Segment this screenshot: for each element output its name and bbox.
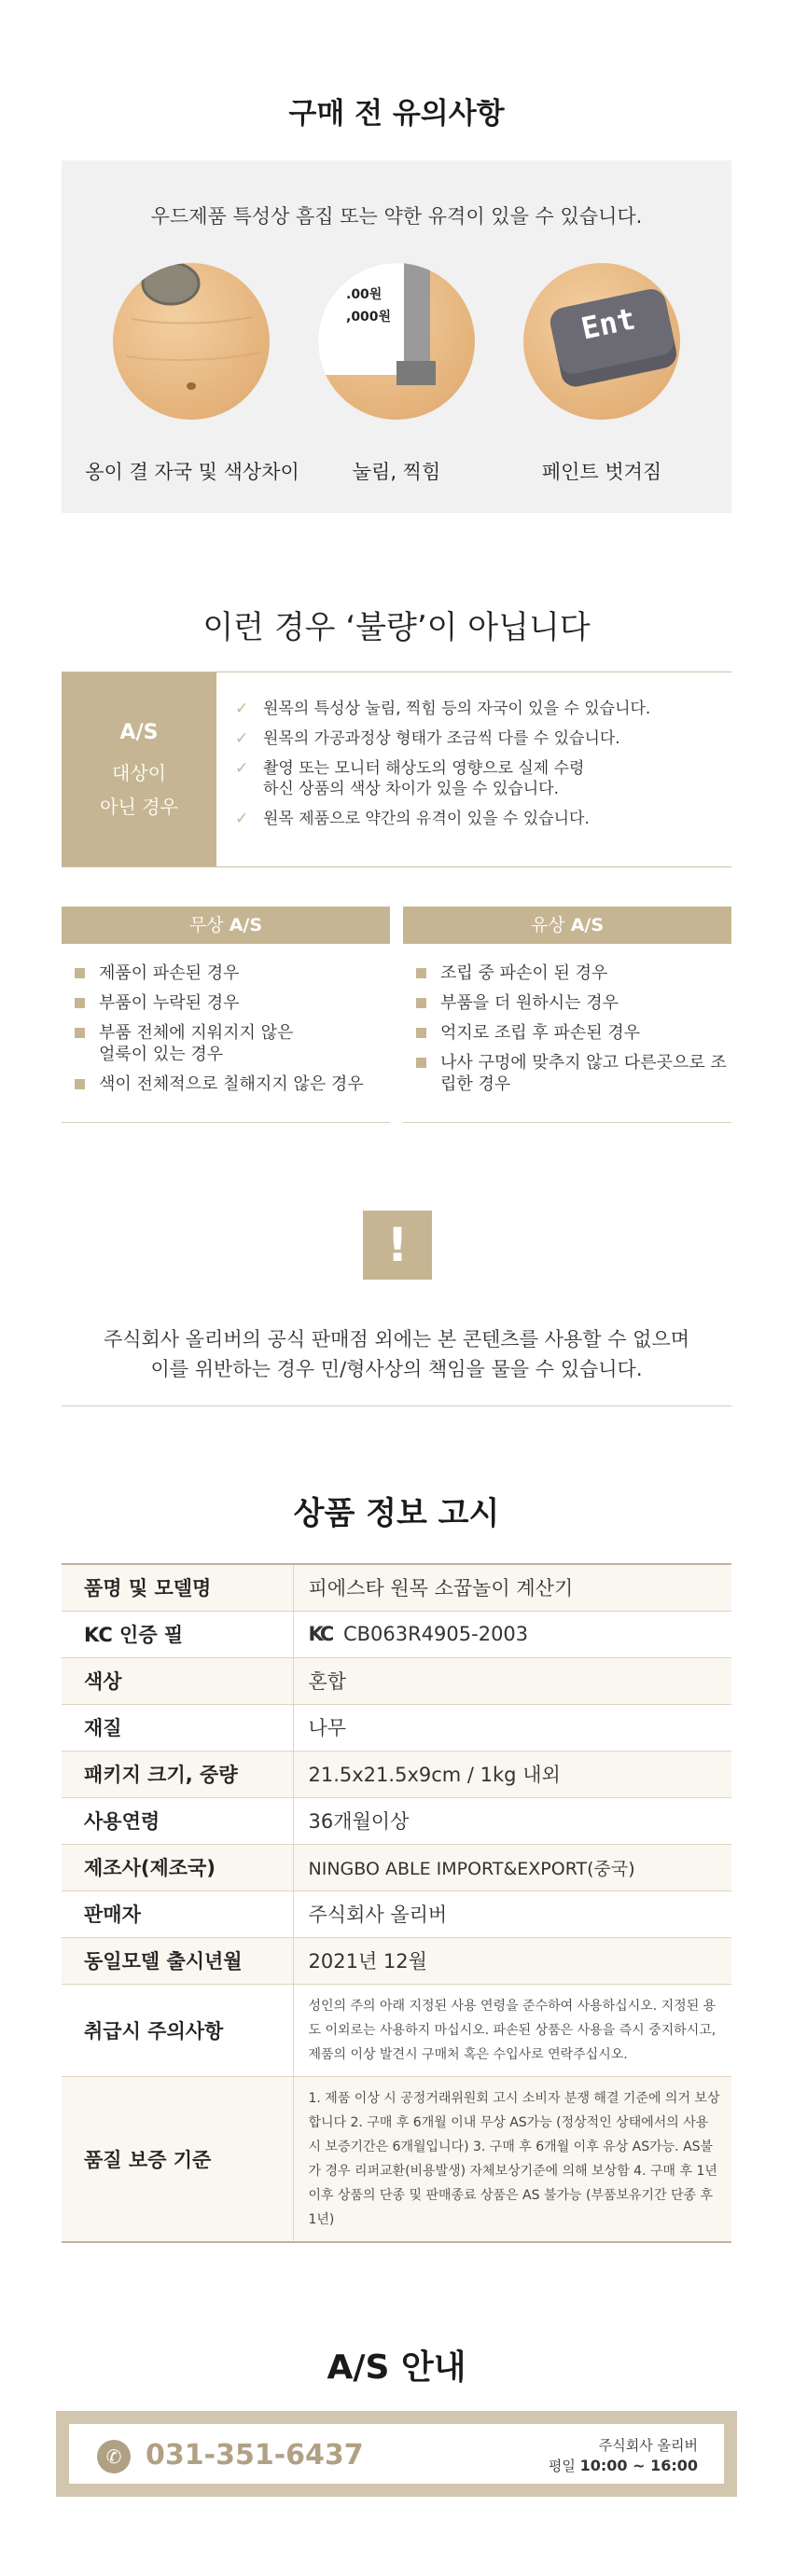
table-row [62,1844,731,1890]
row-value: 2021년 12월 [293,1937,731,1984]
list-item [75,1022,390,1065]
table-row [62,1890,731,1937]
bullet-square-icon [416,998,426,1008]
kc-cert-number: CB063R4905-2003 [342,1623,529,1645]
notice-panel [62,160,731,513]
list-item-text: 부품 전체에 지워지지 않은 얼룩이 있는 경우 [99,1023,294,1064]
as-label-line-2: 대상이 [112,762,166,784]
kc-mark-icon: KC [308,1623,332,1645]
free-as-header [62,907,390,944]
paid-as-column [403,907,731,1123]
as-label-line-3: 아닌 경우 [100,796,178,818]
list-item-text: 조립 중 파손이 된 경우 [440,963,608,983]
list-item [416,1052,731,1095]
list-item-text: 제품이 파손된 경우 [99,963,240,983]
table-row [62,1984,731,2076]
table-row [62,2076,731,2242]
table-row [62,1751,731,1797]
table-row [62,1657,731,1704]
check-icon: ✓ [235,810,249,828]
row-key: 사용연령 [62,1797,293,1844]
row-key: KC 인증 필 [62,1611,293,1657]
row-value: 혼합 [293,1657,731,1704]
company-hours [549,2435,698,2476]
paid-as-head-suffix: A/S [570,915,605,935]
bullet-square-icon [75,1079,85,1089]
list-item-text: 부품을 더 원하시는 경우 [440,993,619,1013]
row-value: NINGBO ABLE IMPORT&EXPORT(중국) [293,1844,731,1890]
keycap-text: Ent [577,300,639,347]
product-info-table [62,1563,731,2243]
free-as-head-prefix: 무상 [188,915,224,935]
phone-icon: ✆ [97,2440,131,2473]
bullet-square-icon [75,1028,85,1038]
business-hours [549,2456,698,2476]
table-row [62,1797,731,1844]
row-key: 동일모델 출시년월 [62,1937,293,1984]
row-key: 색상 [62,1657,293,1704]
paint-chip-photo [523,263,680,420]
row-value: 성인의 주의 아래 지정된 사용 연령을 준수하여 사용하십시오. 지정된 용도 이외로는 사용하지 마십시오. 파손된 상품은 사용을 즉시 중지하시고, 제품의 이상 발견시 구매처 혹은 수입사로 연락주십시오. [293,1984,731,2076]
bullet-square-icon [416,968,426,978]
free-as-head-suffix: A/S [229,915,263,935]
list-item [235,728,720,749]
as-guide-title: A/S 안내 [327,2348,466,2387]
list-item-text: 억지로 조립 후 파손된 경우 [440,1023,641,1043]
dent-photo [318,263,475,420]
wood-knot-illustration [113,263,270,420]
hours-value: 10:00 ~ 16:00 [579,2457,698,2474]
table-row [62,1564,731,1611]
photo-caption-dent: 눌림, 찍힘 [352,461,441,483]
row-key: 취급시 주의사항 [62,1984,293,2076]
free-as-list [62,944,390,1095]
list-item [416,992,731,1014]
not-defect-title: 이런 경우 ‘불량’이 아닙니다 [202,609,591,646]
photo-caption-paint: 페인트 벗겨짐 [541,461,662,483]
warning-line-1: 주식회사 올리버의 공식 판매점 외에는 본 콘텐츠를 사용할 수 없으며 [103,1328,690,1350]
phone-number[interactable]: 031-351-6437 [146,2439,364,2472]
row-key: 패키지 크기, 중량 [62,1751,293,1797]
list-item-text: 나사 구멍에 맞추지 않고 다른곳으로 조립한 경우 [440,1053,727,1094]
exclamation-icon: ! [363,1211,432,1280]
check-icon: ✓ [235,729,249,748]
bullet-square-icon [416,1058,426,1068]
free-as-column [62,907,390,1123]
list-item-text: 원목 제품으로 약간의 유격이 있을 수 있습니다. [263,810,590,828]
list-item [235,699,720,719]
table-row [62,1937,731,1984]
hours-prefix: 평일 [548,2458,576,2474]
list-item-text: 부품이 누락된 경우 [99,993,240,1013]
row-value [293,1611,731,1657]
table-row [62,1704,731,1751]
list-item-text: 원목의 가공과정상 형태가 조금씩 다를 수 있습니다. [263,729,620,748]
check-icon: ✓ [235,699,249,718]
list-item-text: 색이 전체적으로 칠해지지 않은 경우 [99,1074,364,1094]
bullet-square-icon [416,1028,426,1038]
as-not-applicable-label [62,672,216,866]
list-item [75,1073,390,1095]
row-value: 피에스타 원목 소꿉놀이 계산기 [293,1564,731,1611]
list-item [235,809,720,829]
paid-as-list [403,944,731,1095]
notice-title: 구매 전 유의사항 [288,97,505,131]
bullet-square-icon [75,998,85,1008]
list-item [75,963,390,984]
row-value: 21.5x21.5x9cm / 1kg 내외 [293,1751,731,1797]
notice-subtitle: 우드제품 특성상 흠집 또는 약한 유격이 있을 수 있습니다. [150,205,643,228]
product-info-title: 상품 정보 고시 [293,1495,500,1532]
wood-knot-photo [113,263,270,420]
table-row [62,1611,731,1657]
row-key: 품명 및 모델명 [62,1564,293,1611]
photo-caption-knot: 옹이 결 자국 및 색상차이 [85,461,299,483]
row-value: 나무 [293,1704,731,1751]
row-value: 36개월이상 [293,1797,731,1844]
not-defect-box [62,672,731,867]
row-key: 품질 보증 기준 [62,2076,293,2242]
row-key: 판매자 [62,1890,293,1937]
company-name: 주식회사 올리버 [598,2437,698,2454]
warning-line-2: 이를 위반하는 경우 민/형사상의 책임을 물을 수 있습니다. [150,1358,643,1380]
not-defect-list [235,699,720,838]
price-line-1: .00원 [346,287,383,302]
list-item [235,758,720,799]
paid-as-header [403,907,731,944]
dent-illustration [318,263,475,420]
row-value: 주식회사 올리버 [293,1890,731,1937]
row-key: 제조사(제조국) [62,1844,293,1890]
price-line-2: ,000원 [346,310,392,325]
copyright-warning [0,1324,793,1384]
as-contact-box [56,2411,737,2497]
bullet-square-icon [75,968,85,978]
list-item [416,1022,731,1044]
check-icon: ✓ [235,759,249,778]
row-value: 1. 제품 이상 시 공정거래위원회 고시 소비자 분쟁 해결 기준에 의거 보상합니다 2. 구매 후 6개월 이내 무상 AS가능 (정상적인 상태에서의 사용 시 보증기간은 6개월입니다) 3. 구매 후 6개월 이후 유상 AS가능. AS불가 경우 리퍼교환(비용발생) 자체보상기준에 의해 보상함 4. 구매 후 1년 이후 상품의 단종 및 판매종료 상품은 AS 불가능 (부품보유기간 단종 후 1년) [293,2076,731,2242]
list-item-text: 원목의 특성상 눌림, 찍힘 등의 자국이 있을 수 있습니다. [263,699,651,718]
row-key: 재질 [62,1704,293,1751]
paid-as-head-prefix: 유상 [530,915,565,935]
list-item [416,963,731,984]
as-label-line-1: A/S [119,721,159,744]
list-item [75,992,390,1014]
list-item-text: 촬영 또는 모니터 해상도의 영향으로 실제 수령하신 상품의 색상 차이가 있을 수 있습니다. [263,759,585,798]
